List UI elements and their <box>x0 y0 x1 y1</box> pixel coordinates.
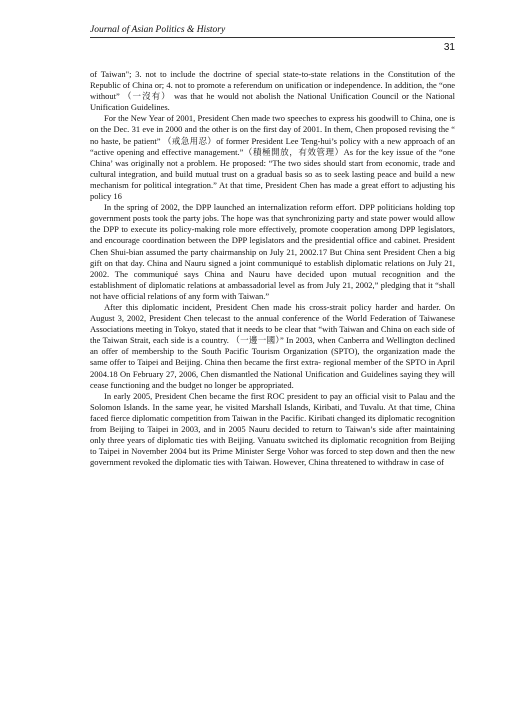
paragraph-spring-2002: In the spring of 2002, the DPP launched an internalization reform effort. DPP politicians holding top government posts took the party jobs. The hope was that synchronizing party and state power would allow the DPP to execute its policy-making role more effectively, promote cooperation among DPP legislators, and encourage coordination between the DPP legislators and the presidential office and cabinet. President Chen Shui-bian assumed the party chairmanship on July 21, 2002.17 But China sent President Chen a big gift on that day. China and Nauru signed a joint communiqué to establish diplomatic relations on July 21, 2002. The communiqué says China and Nauru have decided upon mutual recognition and the establishment of diplomatic relations at ambassadorial level as from July 21, 2002,” pledging that it “shall not have official relations of any form with Taiwan.” <box>90 202 455 301</box>
article-body <box>90 69 455 468</box>
page-number: 31 <box>443 42 455 53</box>
header-rule <box>90 37 455 38</box>
paragraph-new-year-2001: For the New Year of 2001, President Chen made two speeches to express his goodwill to China, one is on the Dec. 31 eve in 2000 and the other is on the first day of 2001. In them, Chen proposed revising the “ no haste, be patient” （戒急用忍）of former President Lee Teng-hui’s policy with a new approach of an “active opening and effective management.”（積極開放，有效管理）As for the key issue of the “one China’ was originally not a problem. He proposed: “The two sides should start from economic, trade and cultural integration, and build mutual trust on a gradual basis so as to seek lasting peace and build a new mechanism for political integration.” At that time, President Chen has made a great effort to adjusting his policy 16 <box>90 113 455 202</box>
paragraph-early-2005: In early 2005, President Chen became the first ROC president to pay an official visit to Palau and the Solomon Islands. In the same year, he visited Marshall Islands, Kiribati, and Tuvalu. At that time, China faced fierce diplomatic competition from Taiwan in the Pacific. Kiribati changed its diplomatic recognition from Beijing to Taipei in 2003, and in 2005 Nauru decided to return to Taiwan’s side after maintaining only three years of diplomatic ties with Beijing. Vanuatu switched its diplomatic recognition from Beijing to Taipei in November 2004 but its Prime Minister Serge Vohor was forced to step down and then the new government revoked the diplomatic ties with Taiwan. However, China threatened to withdraw in case of <box>90 390 455 468</box>
journal-title: Journal of Asian Politics & History <box>90 25 226 35</box>
paragraph-continuation: of Taiwan"; 3. not to include the doctrine of special state-to-state relations in the Constitution of the Republic of China or; 4. not to promote a referendum on unification or independence. In addition, the “one without” （一沒有） was that he would not abolish the National Unification Council or the National Unification Guidelines. <box>90 69 455 113</box>
paragraph-diplomatic-incident: After this diplomatic incident, President Chen made his cross-strait policy harder and harder. On August 3, 2002, President Chen telecast to the annual conference of the World Federation of Taiwanese Associations meeting in Tokyo, stated that it needs to be clear that “with Taiwan and China on each side of the Taiwan Strait, each side is a country. （一邊一國）” In 2003, when Canberra and Wellington declined an offer of membership to the South Pacific Tourism Organization (SPTO), the organization made the same offer to Taipei and Beijing. China then became the first extra- regional member of the SPTO in April 2004.18 On February 27, 2006, Chen dismantled the National Unification and Guidelines saying they will cease functioning and the budget no longer be appropriated. <box>90 301 455 390</box>
